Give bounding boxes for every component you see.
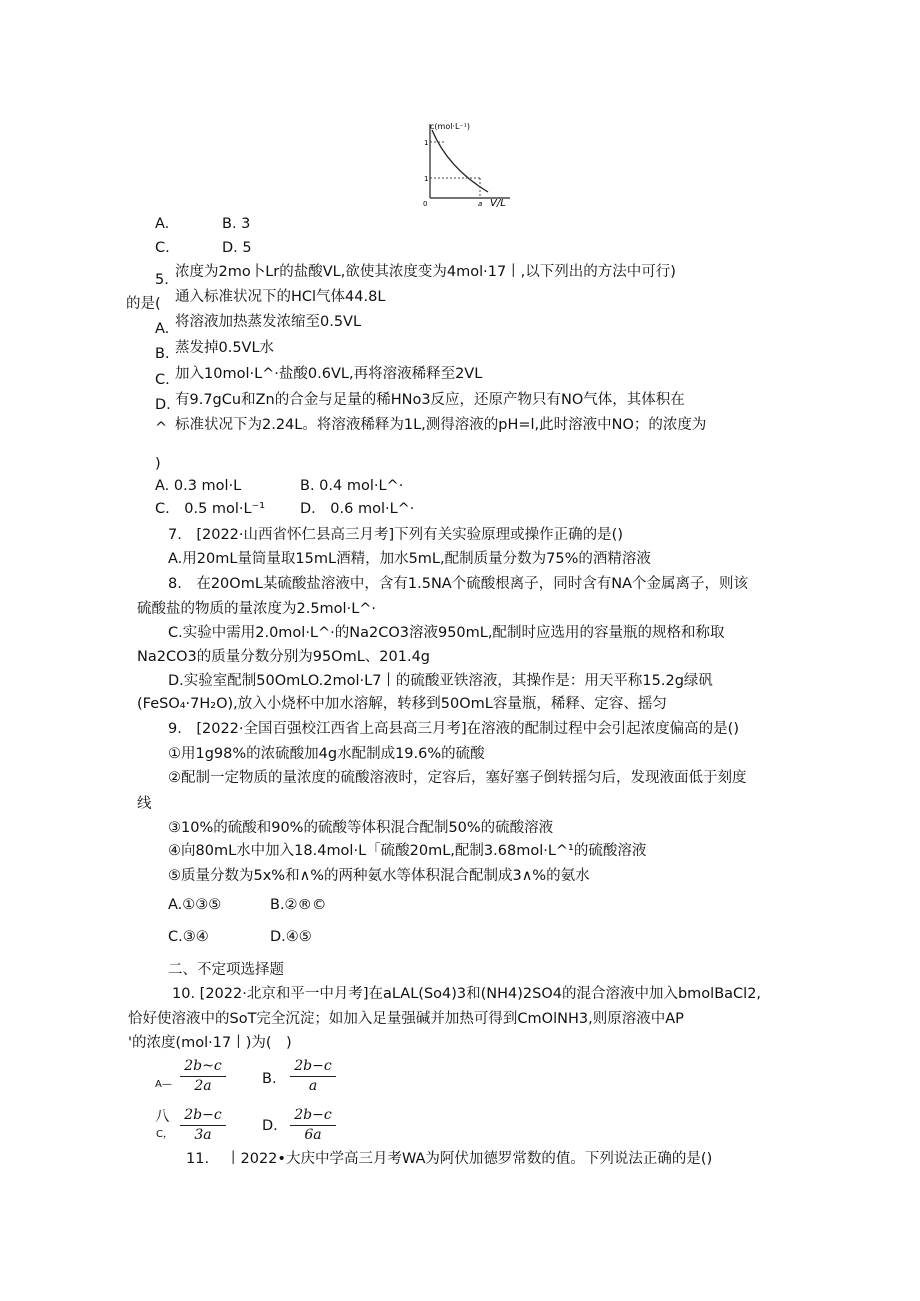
q5-option-d-letter: D. [155, 397, 171, 413]
q10-stem-cont2: '的浓度(mol·17丨)为( ) [128, 1035, 292, 1051]
numerator: 2b~c [184, 1058, 222, 1074]
q10-option-a-label: A— [155, 1079, 172, 1090]
q9-item-4: ④向80mL水中加入18.4mol·L「硫酸20mL,配制3.68mol·L^¹的硫酸溶液 [168, 843, 647, 859]
q8-option-c-cont: Na2CO3的质量分数分别为95OmL、201.4g [137, 649, 431, 665]
q11-number: 11. [186, 1151, 210, 1167]
q6-number: ^ [155, 420, 168, 436]
q10-option-b-fraction [290, 1058, 336, 1095]
numerator: 2b−c [184, 1107, 222, 1123]
q8-option-c: C.实验中需用2.0mol·L^·的Na2CO3溶液950mL,配制时应选用的容量瓶的规格和称取 [168, 625, 725, 641]
q6-option-d: D. 0.6 mol·L^· [300, 501, 415, 517]
section-heading: 二、不定项选择题 [168, 962, 284, 978]
q9-item-2-cont: 线 [137, 796, 152, 812]
y-tick-label: 1 [424, 175, 429, 183]
q5-stem: 浓度为2mo卜Lr的盐酸VL,欲使其浓度变为4mol·17丨,以下列出的方法中可行) [175, 264, 676, 280]
q6-option-c: C. 0.5 mol·L⁻¹ [155, 501, 266, 517]
q4-option-b: B. 3 [222, 216, 251, 232]
q9-stem: 9. [2022·全国百强校江西省上高县高三月考]在溶液的配制过程中会引起浓度偏高的是() [168, 721, 739, 737]
q9-option-a: A.①③⑤ [168, 897, 222, 913]
q9-item-3: ③10%的硫酸和90%的硫酸等体积混合配制50%的硫酸溶液 [168, 820, 554, 836]
q7-option-a: A.用20mL量筒量取15mL酒精，加水5mL,配制质量分数为75%的酒精溶液 [168, 551, 651, 567]
q5-option-a-letter: A. [155, 321, 170, 337]
q10-option-c-label: C， [156, 1129, 173, 1140]
q5-option-b-text: 将溶液加热蒸发浓缩至0.5VL [175, 314, 362, 330]
q5-option-d-text: 加入10mol·L^·盐酸0.6VL,再将溶液稀释至2VL [175, 366, 483, 382]
y-tick-label: 1 [424, 139, 429, 147]
numerator: 2b−c [294, 1058, 332, 1074]
denominator: 2a [194, 1078, 212, 1094]
x-tick-label: a [478, 200, 483, 208]
q8-option-d: D.实验室配制50OmLO.2mol·L7丨的硫酸亚铁溶液，其操作是：用天平称15.2g绿矾 [168, 673, 713, 689]
q9-item-5: ⑤质量分数为5x%和∧%的两种氨水等体积混合配制成3∧%的氨水 [168, 868, 590, 884]
q8-option-d-cont: (FeSO₄·7H₂O),放入小烧杯中加水溶解，转移到50OmL容量瓶，稀释、定容、摇匀 [137, 696, 667, 712]
q9-option-b: B.②®© [270, 897, 327, 913]
q10-option-c-fraction [180, 1107, 226, 1144]
q8-stem: 8. 在20OmL某硫酸盐溶液中，含有1.5NA个硫酸根离子，同时含有NA个金属离子，则该 [168, 576, 748, 592]
denominator: 6a [304, 1127, 322, 1143]
q7-stem: 7. [2022·山西省怀仁县高三月考]下列有关实验原理或操作正确的是() [168, 527, 623, 543]
x-axis-label: V/L [490, 198, 506, 208]
q5-option-c-text: 蒸发掉0.5VL水 [175, 340, 275, 356]
q9-item-2: ②配制一定物质的量浓度的硫酸溶液时，定容后，塞好塞子倒转摇匀后，发现液面低于刻度 [168, 770, 747, 786]
q10-option-d-fraction [290, 1107, 336, 1144]
origin-label: 0 [423, 200, 428, 208]
q10-stem-cont: 恰好使溶液中的SoT完全沉淀；如加入足量强碱并加热可得到CmOlNH3,则原溶液中AP [128, 1011, 684, 1027]
q5-stem-cont: 的是( [126, 296, 161, 312]
q9-option-c: C.③④ [168, 929, 209, 945]
q6-stem: 有9.7gCu和Zn的合金与足量的稀HNo3反应，还原产物只有NO气体，其体积在 [175, 392, 685, 408]
q5-option-a-text: 通入标准状况下的HCl气体44.8L [175, 289, 386, 305]
q5-number: 5. [155, 272, 169, 288]
q6-stem-cont: 标准状况下为2.24L。将溶液稀释为1L,测得溶液的pH=l,此时溶液中NO；的浓度为 [175, 417, 707, 433]
q10-option-a-fraction [180, 1058, 226, 1095]
q11-stem: 丨2022•大庆中学高三月考WA为阿伏加德罗常数的值。下列说法正确的是() [226, 1151, 713, 1167]
q5-option-b-letter: B. [155, 346, 170, 362]
q9-option-d: D.④⑤ [270, 929, 312, 945]
q6-paren: ) [155, 456, 161, 472]
q10-option-d-label: D. [262, 1118, 278, 1134]
q10-stem: 10. [2022·北京和平一中月考]在aLAL(So4)3和(NH4)2SO4的混合溶液中加入bmolBaCl2, [172, 986, 762, 1002]
denominator: a [308, 1078, 318, 1094]
q6-option-b: B. 0.4 mol·L^· [300, 478, 404, 494]
q4-option-a: A. [155, 216, 170, 232]
q8-stem-cont: 硫酸盐的物质的量浓度为2.5mol·L^· [137, 601, 377, 617]
denominator: 3a [194, 1127, 212, 1143]
concentration-volume-graph [418, 118, 518, 208]
q10-option-c-mark: 八 [155, 1109, 170, 1125]
q9-item-1: ①用1g98%的浓硫酸加4g水配制成19.6%的硫酸 [168, 746, 485, 762]
y-axis-label: c(mol·L⁻¹) [430, 122, 470, 131]
q10-option-b-label: B. [262, 1071, 277, 1087]
q4-option-d: D. 5 [222, 240, 252, 256]
q5-option-c-letter: C. [155, 372, 170, 388]
q4-option-c: C. [155, 240, 170, 256]
numerator: 2b−c [294, 1107, 332, 1123]
q6-option-a: A. 0.3 mol·L [155, 478, 242, 494]
